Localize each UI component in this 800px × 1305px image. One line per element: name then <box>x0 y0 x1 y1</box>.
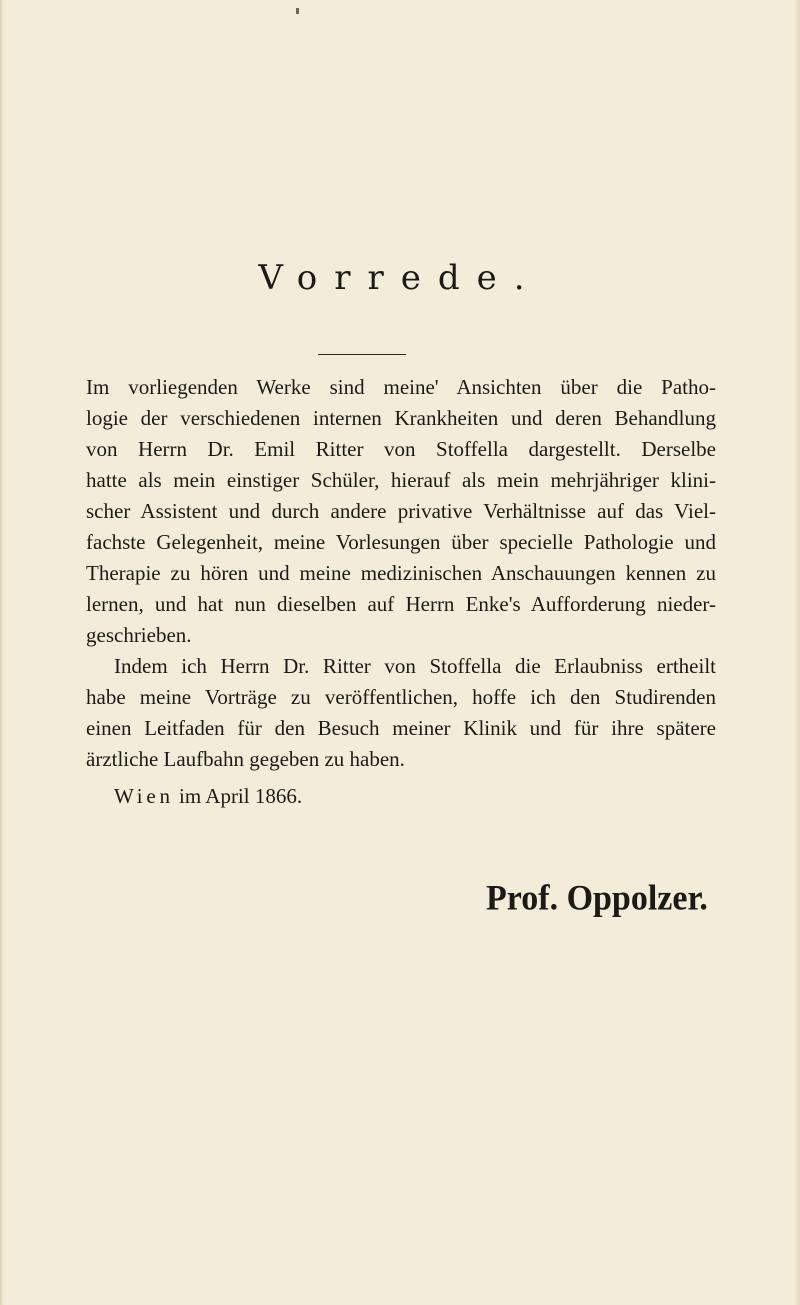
paragraph-1 <box>86 372 716 651</box>
date-text: im April 1866. <box>179 784 303 808</box>
title-divider <box>318 354 406 355</box>
page-title: Vorrede. <box>258 258 542 298</box>
preface-body <box>86 372 716 812</box>
text-line: Indem ich Herrn Dr. Ritter von Stoffella die Erlaubniss ertheilt <box>114 654 716 678</box>
place-name: Wien <box>114 784 174 808</box>
text-line: von Herrn Dr. Emil Ritter von Stoffella dargestellt. Derselbe <box>86 437 716 461</box>
text-line: einen Leitfaden für den Besuch meiner Klinik und für ihre spätere <box>86 716 716 740</box>
place-date-line <box>86 781 716 812</box>
text-line: scher Assistent und durch andere privative Verhältnisse auf das Viel- <box>86 499 716 523</box>
page-left-edge <box>0 0 4 1305</box>
text-line: habe meine Vorträge zu veröffentlichen, hoffe ich den Studirenden <box>86 685 716 709</box>
author-signature: Prof. Oppolzer. <box>486 879 708 918</box>
text-line: logie der verschiedenen internen Krankheiten und deren Behandlung <box>86 406 716 430</box>
text-line: hatte als mein einstiger Schüler, hierauf als mein mehrjähriger klini- <box>86 468 716 492</box>
page-right-edge <box>794 0 800 1305</box>
paragraph-2 <box>86 651 716 775</box>
text-line: ärztliche Laufbahn gegeben zu haben. <box>86 747 405 771</box>
text-line: fachste Gelegenheit, meine Vorlesungen über specielle Pathologie und <box>86 530 716 554</box>
text-line: geschrieben. <box>86 623 192 647</box>
text-line: Therapie zu hören und meine medizinischen Anschauungen kennen zu <box>86 561 716 585</box>
print-mark <box>296 8 299 14</box>
text-line: lernen, und hat nun dieselben auf Herrn Enke's Aufforderung nieder- <box>86 592 716 616</box>
text-line: Im vorliegenden Werke sind meine' Ansichten über die Patho- <box>86 375 716 399</box>
